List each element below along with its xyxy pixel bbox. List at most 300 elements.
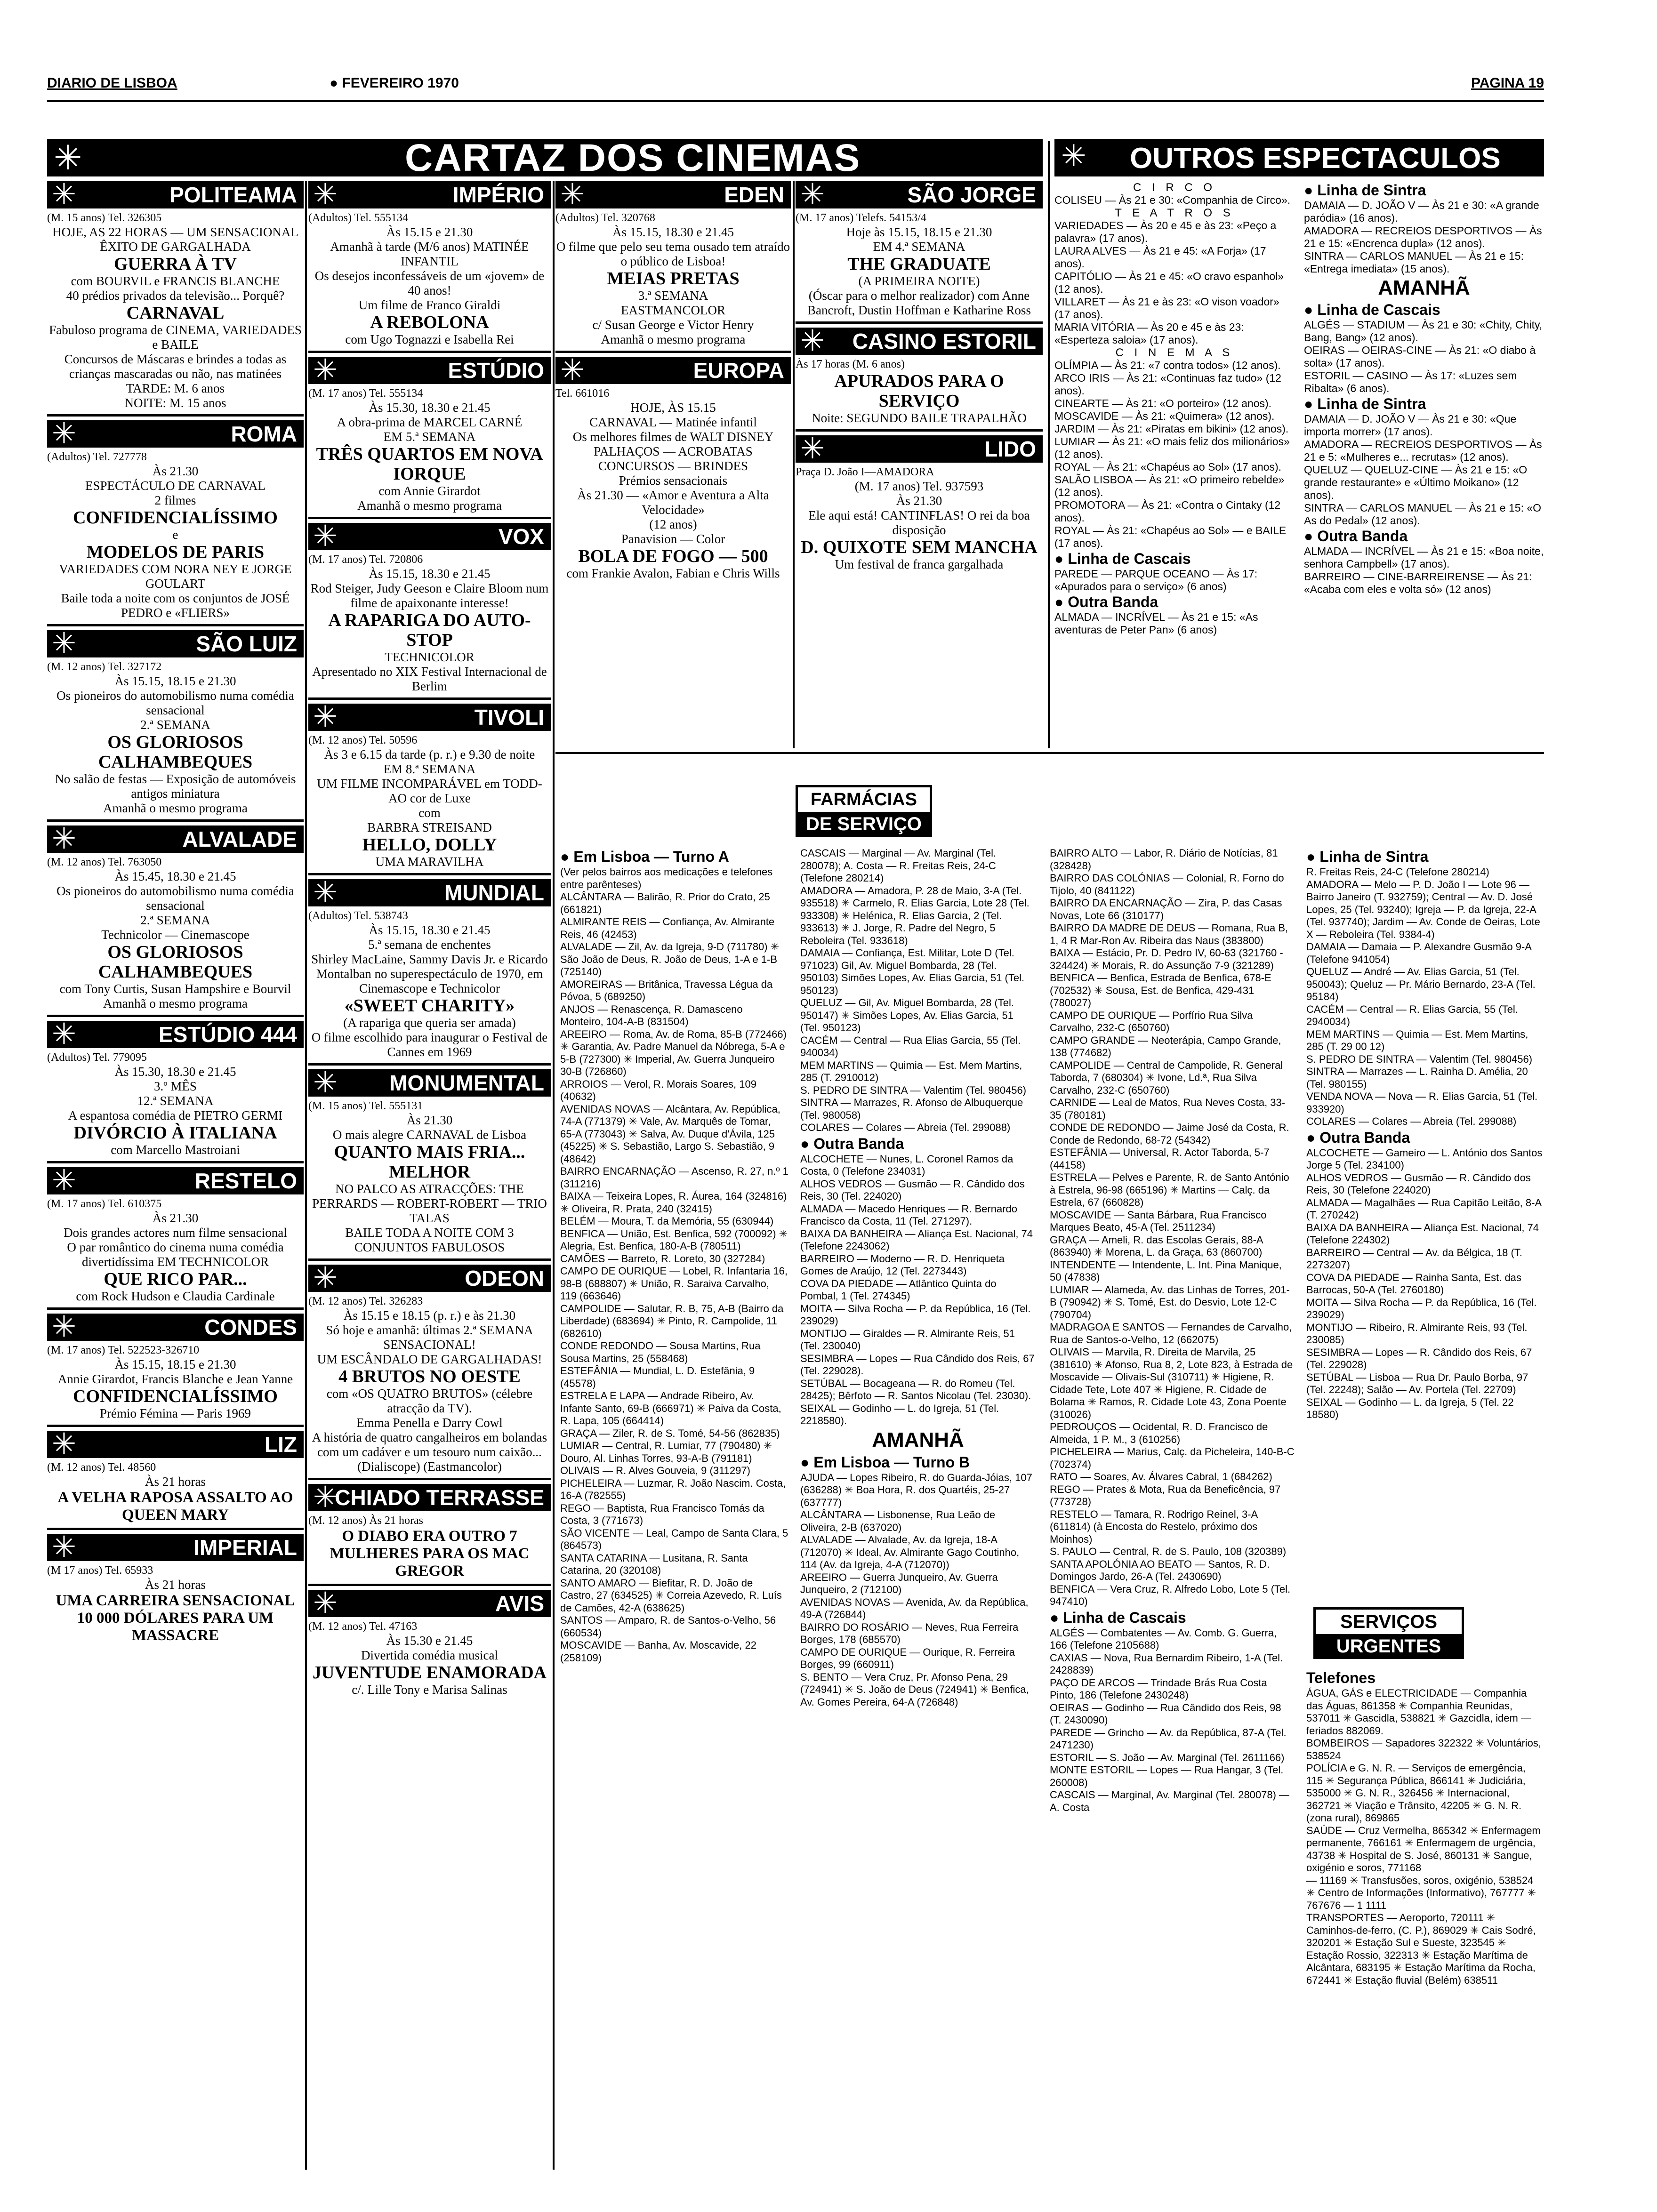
cinema-eden: [555, 181, 791, 353]
cinema-text: Às 21.30 — «Amor e Aventura a Alta Velocidade»: [577, 488, 769, 517]
pharmacy-entry: OEIRAS — Godinho — Rua Cândido dos Reis, 98 (T. 2430090): [1050, 1701, 1281, 1726]
asterisk-icon: ✳: [560, 181, 585, 208]
cinema-column-4: [796, 181, 1043, 579]
pharmacy-entry: BAIXA — Estácio, Pr. D. Pedro IV, 60-63 (321760 - 324424) ✳ Morais, R. do Assunção 7-9 (321289): [1050, 947, 1283, 971]
cinema-text: Emma Penella e Darry Cowl: [356, 1416, 503, 1430]
pharmacy-column-2: [800, 847, 1036, 1708]
cinema-text: O mais alegre CARNAVAL de Lisboa: [332, 1128, 527, 1142]
cinema-name: ESTÚDIO 444: [159, 1022, 297, 1047]
pharmacy-entry: LUMIAR — Alameda, Av. das Linhas de Torres, 201-B (790942) ✳ S. Tomé, Est. do Desvio, Lote 12-C (790704): [1050, 1283, 1290, 1321]
pharmacy-entry: BENFICA — Vera Cruz, R. Alfredo Lobo, Lote 5 (Tel. 947410): [1050, 1583, 1291, 1607]
cinema-name: CONDES: [204, 1315, 297, 1339]
cinema-rating-phone: Praça D. João I—AMADORA: [796, 466, 934, 478]
pharmacy-entry: ALCÂNTARA — Lisbonense, Rua Leão de Oliveira, 2-B (637020): [800, 1509, 996, 1533]
cinema-rating-phone: Às 17 horas (M. 6 anos): [796, 358, 905, 370]
show-listing: C I N E M A S: [1115, 346, 1234, 359]
pharmacy-entry: S. PAULO — Central, R. de S. Paulo, 108 (320389): [1050, 1546, 1287, 1557]
cinema-vox: [308, 523, 551, 700]
cinema-rating-phone: (Adultos) Tel. 538743: [308, 910, 408, 922]
pharmacy-entry: AMOREIRAS — Britânica, Travessa Légua da Póvoa, 5 (689250): [560, 978, 773, 1002]
pharmacy-entry: ALVALADE — Zil, Av. da Igreja, 9-D (711780) ✳ São João de Deus, R. João de Deus, 1-A e 1-B (725140): [560, 941, 780, 978]
cinema-name-bar: [796, 328, 1043, 355]
pharmacy-entry: OLIVAIS — Marvila, R. Direita de Marvila, 25 (381610) ✳ Afonso, Rua 8, 2, Lote 823, à Estrada de Moscavide — Olivais-Sul (310711) ✳ Higiene, R. Cidade Tete, Lote 407 ✳ Higiene, R. Cidade de Bolama ✳ Ramos, R. Cidade Lote 43, Zona Poente (310026): [1050, 1346, 1293, 1420]
cinema-rating-phone: (M. 12 anos) Tel. 50596: [308, 734, 418, 746]
show-listing: QUELUZ — QUELUZ-CINE — Às 21 e 15: «O grande restaurante» e «Último Moikano» (12 anos).: [1304, 464, 1528, 501]
cinema-liz: [47, 1431, 304, 1530]
cinema-name-bar: [308, 704, 551, 731]
cinema-text: NO PALCO AS ATRACÇÕES: THE PERRARDS — ROBERT-ROBERT — TRIO TALAS: [312, 1182, 547, 1225]
pharmacy-entry: ALMADA — Macedo Henriques — R. Bernardo Francisco da Costa, 11 (Tel. 271297).: [800, 1202, 1017, 1227]
cinema-text: Às 21.30: [406, 1113, 453, 1127]
cinema-name-bar: [308, 1590, 551, 1617]
newspaper-name: DIARIO DE LISBOA: [47, 75, 177, 91]
cinema-name: MONUMENTAL: [389, 1071, 544, 1095]
cinema-name-bar: [796, 181, 1043, 208]
cinema-text: c/. Lille Tony e Marisa Salinas: [352, 1683, 507, 1697]
cinema-text: Um festival de franca gargalhada: [835, 557, 1004, 571]
asterisk-icon: ✳: [52, 181, 76, 208]
asterisk-icon: ✳: [800, 181, 825, 208]
pharmacy-entry: MOSCAVIDE — Banha, Av. Moscavide, 22 (258109): [560, 1639, 756, 1664]
phone-entry: ÁGUA, GÁS e ELECTRICIDADE — Companhia das Águas, 861358 ✳ Companhia Reunidas, 537011 ✳ Gascidla, 538821 ✳ Gazcidla, idem — feriados 882069.: [1306, 1687, 1531, 1737]
servicos-subtitle: URGENTES: [1316, 1634, 1462, 1659]
pharmacy-entry: ALHOS VEDROS — Gusmão — R. Cândido dos Reis, 30 (Telefone 224020): [1306, 1171, 1531, 1196]
cinema-name: POLITEAMA: [169, 183, 297, 207]
cinema-text: com Marcello Mastroiani: [111, 1143, 240, 1157]
pharmacy-entry: CACÉM — Central — R. Elias Garcia, 55 (Tel. 2940034): [1306, 1003, 1518, 1027]
film-title: O DIABO ERA OUTRO 7 MULHERES PARA OS MAC GREGOR: [330, 1528, 530, 1579]
cinema-rating-phone: (M. 12 anos) Tel. 763050: [47, 856, 162, 868]
pharmacy-entry: PAREDE — Grincho — Av. da República, 87-A (Tel. 2471230): [1050, 1726, 1287, 1751]
asterisk-icon: ✳: [52, 420, 76, 448]
pharmacy-entry: SESIMBRA — Lopes — Rua Cândido dos Reis, 67 (Tel. 229028).: [800, 1352, 1035, 1377]
cinema-text: Às 21.30: [896, 494, 942, 508]
pharmacy-entry: ANJOS — Renascença, R. Damasceno Monteiro, 104-A-B (831504): [560, 1003, 743, 1027]
cinema-text: com Rock Hudson e Claudia Cardinale: [76, 1289, 275, 1303]
pharmacy-entry: REGO — Prates & Mota, Rua da Beneficência, 97 (773728): [1050, 1483, 1281, 1507]
pharmacy-entry: AJUDA — Lopes Ribeiro, R. do Guarda-Jóias, 107 (636288) ✳ Boa Hora, R. dos Quartéis, 25-27 (637777): [800, 1471, 1032, 1508]
cinema-name: ALVALADE: [182, 827, 297, 851]
cinema-column-1: [47, 181, 304, 1652]
pharmacy-entry: COVA DA PIEDADE — Rainha Santa, Est. das Barrocas, 50-A (Tel. 2760180): [1306, 1271, 1521, 1296]
cinema-text: Às 15.15, 18.30 e 21.45: [369, 923, 491, 937]
pharmacy-entry: BAIXA — Teixeira Lopes, R. Áurea, 164 (324816) ✳ Oliveira, R. Prata, 240 (32415): [560, 1190, 787, 1215]
cinema-text: O filme que pelo seu tema ousado tem atraído o público de Lisboa!: [556, 240, 790, 268]
pharmacy-entry: BELÉM — Moura, T. da Memória, 55 (630944): [560, 1215, 774, 1227]
cinema-rating-phone: (M. 17 anos) Tel. 522523-326710: [47, 1344, 200, 1356]
cinema-text: Às 15.15, 18.15 e 21.30: [114, 1357, 236, 1371]
cinema-text: Amanhã o mesmo programa: [357, 498, 502, 513]
cinema-text: Os pioneiros do automobilismo numa comédia sensacional: [56, 884, 294, 913]
film-title: DIVÓRCIO À ITALIANA: [73, 1123, 277, 1143]
asterisk-icon: ✳: [560, 357, 585, 384]
phone-entry: BOMBEIROS — Sapadores 322322 ✳ Voluntários, 538524: [1306, 1737, 1542, 1762]
cinema-text: Às 21 horas: [145, 1475, 206, 1489]
cinema-rating-phone: Tel. 661016: [555, 387, 610, 400]
pharmacy-entry: MOITA — Silva Rocha — P. da República, 16 (Tel. 239029): [1306, 1296, 1537, 1321]
region-heading: ● Linha de Cascais: [1050, 1609, 1186, 1626]
pharmacy-entry: SÃO VICENTE — Leal, Campo de Santa Clara, 5 (864573): [560, 1527, 788, 1551]
pharmacy-entry: QUELUZ — Gil, Av. Miguel Bombarda, 28 (Tel. 950147) ✳ Simões Lopes, Av. Elias Garcia, 51 (Tel. 950123): [800, 997, 1014, 1034]
cinema-chiado-terrasse: [308, 1484, 551, 1586]
cinema-name: IMPERIAL: [193, 1535, 297, 1560]
cinema-text: Dois grandes actores num filme sensacional: [64, 1226, 287, 1240]
cinema-name-bar: [47, 1021, 304, 1048]
pharmacy-entry: OLIVAIS — R. Alves Gouveia, 9 (311297): [560, 1465, 750, 1476]
cinema-text: (12 anos): [649, 517, 697, 531]
cinema-text: HOJE, ÀS 15.15: [630, 401, 716, 415]
cinema-name-bar: [308, 1484, 551, 1511]
cinema-rating-phone: (M. 17 anos) Tel. 610375: [47, 1198, 162, 1210]
pharmacy-entry: ALHOS VEDROS — Gusmão — R. Cândido dos Reis, 30 (Tel. 224020): [800, 1178, 1025, 1202]
cinema-monumental: [308, 1069, 551, 1261]
cinema-name: VOX: [498, 524, 544, 549]
cinema-name-bar: [308, 523, 551, 550]
film-title: A RAPARIGA DO AUTO-STOP: [328, 610, 531, 650]
cinema-casino-estoril: [796, 328, 1043, 432]
show-listing: ESTORIL — CASINO — Às 17: «Luzes sem Ribalta» (6 anos).: [1304, 369, 1517, 394]
cinema-text: A história de quatro cangalheiros em bolandas com um cadáver e um tesouro num caixão...: [312, 1430, 547, 1459]
pharmacy-entry: RESTELO — Tamara, R. Rodrigo Reinel, 3-A (611814) (à Encosta do Restelo, próximo dos Moinhos): [1050, 1508, 1258, 1545]
outros-right-column: [1304, 181, 1544, 596]
film-title: APURADOS PARA O SERVIÇO: [834, 371, 1004, 411]
pharmacy-entry: AMADORA — Melo — P. D. João I — Lote 96 — Bairro Janeiro (T. 932759); Central — Av. D. José Lopes, 25 (Tel. 93240); Igreja — P. da Igreja, 22-A (Tel. 937740); Jardim — Av. Conde de Oeiras, Lote X — Reboleira (Tel. 9384-4): [1306, 878, 1540, 940]
farmacias-subtitle: DE SERVIÇO: [798, 812, 930, 836]
cinema-text: Baile toda a noite com os conjuntos de JOSÉ PEDRO e «FLIERS»: [61, 591, 290, 620]
pharmacy-entry: CAMPO DE OURIQUE — Lobel, R. Infantaria 16, 98-B (688807) ✳ União, R. Saraiva Carvalho, 119 (663646): [560, 1265, 788, 1302]
pharmacy-entry: BENFICA — União, Est. Benfica, 592 (700092) ✳ Alegria, Est. Benfica, 180-A-B (780511): [560, 1227, 788, 1252]
region-heading: ● Outra Banda: [1054, 593, 1158, 610]
show-listing: VARIEDADES — Às 20 e 45 e às 23: «Peço a palavra» (17 anos).: [1054, 219, 1277, 244]
show-listing: DAMAIA — D. JOÃO V — Às 21 e 30: «A grande paródia» (16 anos).: [1304, 199, 1539, 224]
cinema-text: No salão de festas — Exposição de automóveis antigos miniatura: [55, 772, 296, 801]
pharmacy-column-3: [1050, 847, 1295, 1814]
pharmacy-entry: CARNIDE — Leal de Matos, Rua Neves Costa, 33-35 (780181): [1050, 1097, 1286, 1121]
pharmacy-entry: SINTRA — Marrazes — L. Rainha D. Amélia, 20 (Tel. 980155): [1306, 1066, 1528, 1090]
cinema-rating-phone: (M. 17 anos) Telefs. 54153/4: [796, 212, 926, 224]
cinema-text: UM FILME INCOMPARÁVEL em TODD-AO cor de Luxe: [317, 777, 542, 805]
cinema-text: O par romântico do cinema numa comédia divertidíssima EM TECHNICOLOR: [67, 1240, 284, 1269]
asterisk-icon: ✳: [52, 630, 76, 657]
pharmacy-entry: DAMAIA — Damaia — P. Alexandre Gusmão 9-A (Telefone 941054): [1306, 941, 1531, 965]
film-title: GUERRA À TV: [113, 254, 237, 274]
cinema-text: UMA MARAVILHA: [375, 855, 484, 869]
outros-left-column: [1054, 181, 1295, 636]
pharmacy-entry: ESTEFÂNIA — Mundial, L. D. Estefânia, 9 (45578): [560, 1365, 755, 1389]
cinema-rating-phone: (M. 12 anos) Tel. 48560: [47, 1461, 156, 1474]
cinema-name-bar: [308, 1069, 551, 1097]
cinema-odeon: [308, 1265, 551, 1480]
cinema-text: Annie Girardot, Francis Blanche e Jean Yanne: [57, 1372, 293, 1386]
cinema-text: Amanhã à tarde (M/6 anos) MATINÉE INFANTIL: [330, 240, 529, 268]
pharmacy-entry: SANTOS — Amparo, R. de Santos-o-Velho, 56 (660534): [560, 1614, 776, 1639]
pharmacy-entry: AREEIRO — Roma, Av. de Roma, 85-B (772466) ✳ Garantia, Av. Padre Manuel da Nóbrega, 5-A e 5-B (727300) ✳ Imperial, Av. Guerra Junqueiro 30-B (726860): [560, 1028, 787, 1077]
asterisk-icon: ✳: [313, 181, 338, 208]
film-title: CONFIDENCIALÍSSIMO: [73, 508, 278, 528]
asterisk-icon: ✳: [52, 1534, 76, 1561]
cinema-text: Às 15.15, 18.30 e 21.45: [612, 225, 734, 239]
cinema-text: TECHNICOLOR: [385, 650, 475, 664]
pharmacy-entry: (Ver pelos bairros aos medicações e telefones entre parênteses): [560, 866, 773, 890]
show-listing: CINEARTE — Às 21: «O porteiro» (12 anos).: [1054, 397, 1272, 409]
cinema-name: CHIADO TERRASSE: [335, 1485, 544, 1510]
region-heading: ● Em Lisboa — Turno A: [560, 848, 729, 865]
film-title: QUANTO MAIS FRIA... MELHOR: [334, 1142, 525, 1182]
film-title: TRÊS QUARTOS EM NOVA IORQUE: [316, 444, 543, 484]
column-divider: [793, 181, 795, 748]
page-header: [47, 66, 1544, 99]
pharmacy-entry: REGO — Baptista, Rua Francisco Tomás da Costa, 3 (771673): [560, 1502, 764, 1526]
show-listing: ROYAL — Às 21: «Chapéus ao Sol» — e BAILE (17 anos).: [1054, 524, 1287, 549]
column-divider: [305, 181, 307, 2170]
amanha-heading: AMANHÃ: [1378, 276, 1470, 299]
pharmacy-entry: SESIMBRA — Lopes — R. Cândido dos Reis, 67 (Tel. 229028): [1306, 1346, 1532, 1370]
cinema-name: ROMA: [231, 422, 297, 446]
cinema-text: TARDE: M. 6 anos: [126, 381, 225, 395]
pharmacy-entry: VENDA NOVA — Nova — R. Elias Garcia, 51 (Tel. 933920): [1306, 1090, 1538, 1115]
cinema-roma: [47, 420, 304, 626]
cinema-text: 40 prédios privados da televisão... Porquê?: [66, 289, 285, 303]
show-listing: SALÃO LISBOA — Às 21: «O primeiro rebelde» (12 anos).: [1054, 473, 1285, 498]
region-heading: ● Outra Banda: [1304, 528, 1408, 545]
film-title: D. QUIXOTE SEM MANCHA: [801, 537, 1038, 557]
cinema-text: Hoje às 15.15, 18.15 e 21.30: [846, 225, 992, 239]
outros-banner: [1054, 139, 1544, 176]
pharmacy-entry: CAMPO DE OURIQUE — Porfírio Rua Silva Carvalho, 232-C (650760): [1050, 1009, 1253, 1034]
cinema-name: LIDO: [984, 437, 1036, 461]
asterisk-icon: ✳: [54, 138, 82, 177]
pharmacy-entry: PICHELEIRA — Luzmar, R. João Nascim. Costa, 16-A (782555): [560, 1477, 786, 1501]
cinema-rating-phone: (M. 15 anos) Tel. 326305: [47, 212, 162, 224]
cinema-text: Amanhã o mesmo programa: [601, 332, 746, 346]
pharmacy-entry: CAMPOLIDE — Central de Campolide, R. General Taborda, 7 (680304) ✳ Ivone, Ld.ª, Rua Silva Carvalho, 232-C (650760): [1050, 1059, 1283, 1096]
region-heading: ● Em Lisboa — Turno B: [800, 1453, 970, 1471]
cinema-text: (A PRIMEIRA NOITE): [858, 274, 980, 288]
pharmacy-entry: GRAÇA — Ameli, R. das Escolas Gerais, 88-A (863940) ✳ Morena, L. da Graça, 63 (860700): [1050, 1234, 1263, 1258]
show-listing: CAPITÓLIO — Às 21 e 45: «O cravo espanhol» (12 anos).: [1054, 270, 1284, 295]
show-listing: OEIRAS — OEIRAS-CINE — Às 21: «O diabo à solta» (17 anos).: [1304, 344, 1536, 369]
pharmacy-entry: BARREIRO — Moderno — R. D. Henriqueta Gomes de Araújo, 12 (Tel. 2273443): [800, 1252, 1005, 1277]
asterisk-icon: ✳: [52, 1431, 76, 1458]
pharmacy-entry: SINTRA — Marrazes, R. Afonso de Albuquerque (Tel. 980058): [800, 1097, 1023, 1121]
cinema-text: (Dialiscope) (Eastmancolor): [357, 1459, 502, 1474]
cinema-name: SÃO LUIZ: [196, 632, 297, 656]
pharmacy-entry: S. PEDRO DE SINTRA — Valentim (Tel. 980456): [800, 1084, 1027, 1096]
pharmacy-entry: ALMADA — Magalhães — Rua Capitão Leitão, 8-A (T. 270242): [1306, 1196, 1541, 1221]
show-listing: DAMAIA — D. JOÃO V — Às 21 e 30: «Que importa morrer» (17 anos).: [1304, 413, 1517, 438]
cinema-text: NOITE: M. 15 anos: [124, 396, 226, 410]
cinema-lido: [796, 435, 1043, 576]
cinema-text: (Óscar para o melhor realizador) com Anne Bancroft, Dustin Hoffman e Katharine Ross: [807, 289, 1031, 317]
cinema-tivoli: [308, 704, 551, 875]
cinema-text: com BOURVIL e FRANCIS BLANCHE: [71, 274, 280, 288]
cinema-text: 3.ª SEMANA: [638, 289, 708, 303]
cinema-text: Concursos de Máscaras e brindes a todas as crianças mascaradas ou não, nas matinées: [64, 352, 287, 381]
cinema-alvalade: [47, 825, 304, 1017]
pharmacy-entry: CONDE DE REDONDO — Jaime José da Costa, R. Conde de Redondo, 68-72 (54342): [1050, 1122, 1289, 1146]
cinema-text: UM ESCÂNDALO DE GARGALHADAS!: [317, 1352, 542, 1366]
region-heading: ● Linha de Cascais: [1054, 550, 1191, 567]
cinema-text: Os melhores filmes de WALT DISNEY: [572, 430, 774, 444]
cinema-rating-phone: (Adultos) Tel. 779095: [47, 1051, 147, 1064]
asterisk-icon: ✳: [313, 704, 338, 731]
asterisk-icon: ✳: [52, 1021, 76, 1048]
cinema-text: com: [418, 806, 441, 820]
cinema-imperial: [47, 1534, 304, 1648]
pharmacy-entry: ALCÂNTARA — Balirão, R. Prior do Crato, 25 (661821): [560, 891, 770, 915]
pharmacy-entry: AVENIDAS NOVAS — Alcântara, Av. República, 74-A (771379) ✳ Vale, Av. Marquês de Tomar, 65-A (773043) ✳ Salva, Av. Duque d'Ávila, 125 (45225) ✳ S. Sebastião, Largo S. Sebastião, 9 (48642): [560, 1103, 780, 1165]
film-title: 4 BRUTOS NO OESTE: [338, 1367, 521, 1387]
show-listing: PAREDE — PARQUE OCEANO — Às 17: «Apurados para o serviço» (6 anos): [1054, 568, 1258, 593]
cinema-name-bar: [47, 630, 304, 657]
film-title: «SWEET CHARITY»: [344, 996, 515, 1016]
cinema-text: com Frankie Avalon, Fabian e Chris Wills: [566, 566, 780, 580]
cinema-text: BARBRA STREISAND: [367, 820, 492, 834]
show-listing: SINTRA — CARLOS MANUEL — Às 21 e 15: «Entrega imediata» (15 anos).: [1304, 250, 1524, 275]
pharmacy-entry: BAIRRO DA ENCARNAÇÃO — Zira, P. das Casas Novas, Lote 66 (310177): [1050, 897, 1282, 922]
asterisk-icon: ✳: [313, 1484, 338, 1511]
cinema-name: EUROPA: [693, 358, 784, 383]
show-listing: ALMADA — INCRÍVEL — Às 21 e 15: «Boa noite, senhora Campbell» (17 anos).: [1304, 545, 1544, 570]
cinema-name: AVIS: [495, 1591, 544, 1616]
show-listing: AMADORA — RECREIOS DESPORTIVOS — Às 21 e 5: «Mulheres e... recrutas» (12 anos).: [1304, 438, 1542, 463]
show-listing: C I R C O: [1133, 181, 1216, 194]
cinema-text: 12.ª SEMANA: [137, 1094, 214, 1108]
film-title: A REBOLONA: [370, 313, 489, 332]
header-rule: [47, 100, 1544, 102]
show-listing: MOSCAVIDE — Às 21: «Quimera» (12 anos).: [1054, 410, 1275, 422]
cinema-rating-phone: (M. 12 anos) Tel. 327172: [47, 661, 162, 673]
cinema-name-bar: [796, 435, 1043, 463]
pharmacy-entry: MOSCAVIDE — Santa Bárbara, Rua Francisco Marques Beato, 45-A (Tel. 2511234): [1050, 1209, 1267, 1233]
cinema-text: Às 21.30: [152, 464, 199, 478]
cinema-text: Prémios sensacionais: [619, 473, 728, 488]
cinema-rating-phone: (Adultos) Tel. 555134: [308, 212, 408, 224]
cinema-column-2: [308, 181, 551, 1705]
pharmacy-entry: PICHELEIRA — Marius, Calç. da Picheleira, 140-B-C (702374): [1050, 1446, 1295, 1470]
pharmacy-entry: CONDE REDONDO — Sousa Martins, Rua Sousa Martins, 25 (558468): [560, 1340, 761, 1364]
pharmacy-entry: MEM MARTINS — Quimia — Est. Mem Martins, 285 (T. 2910012): [800, 1059, 1022, 1083]
show-listing: T E A T R O S: [1115, 207, 1234, 219]
cinema-text: Às 21.30: [152, 1211, 199, 1225]
cinema-text: Às 15.30 e 21.45: [386, 1634, 473, 1648]
cinema-text: Só hoje e amanhã: últimas 2.ª SEMANA SENSACIONAL!: [326, 1323, 533, 1352]
asterisk-icon: ✳: [800, 328, 825, 355]
pharmacy-entry: AREEIRO — Guerra Junqueiro, Av. Guerra Junqueiro, 2 (712100): [800, 1571, 998, 1595]
cinema-rating-phone: (M. 17 anos) Tel. 555134: [308, 387, 423, 400]
cinema-text: Às 15.30, 18.30 e 21.45: [369, 401, 491, 415]
cinema-name: RESTELO: [194, 1169, 297, 1193]
farmacias-title: FARMÁCIAS: [811, 790, 917, 809]
cinema-text: Fabuloso programa de CINEMA, VARIEDADES e BAILE: [49, 323, 302, 352]
cinema-avis: [308, 1590, 551, 1701]
region-heading: ● Outra Banda: [1306, 1129, 1410, 1146]
cinema-name: ODEON: [465, 1266, 544, 1290]
servicos-urgentes-heading: [1313, 1607, 1464, 1659]
pharmacy-entry: BAIXA DA BANHEIRA — Aliança Est. Nacional, 74 (Telefone 2243062): [800, 1227, 1033, 1252]
pharmacy-entry: PEDROUÇOS — Ocidental, R. D. Francisco de Almeida, 1 P. M., 3 (610256): [1050, 1421, 1268, 1445]
pharmacy-entry: CAMÕES — Barreto, R. Loreto, 30 (327284): [560, 1252, 765, 1265]
cinema-sao-jorge: [796, 181, 1043, 324]
cinema-name-bar: [47, 1534, 304, 1561]
cinema-name-bar: [47, 1431, 304, 1458]
cinema-name-bar: [47, 181, 304, 208]
cartaz-title: CARTAZ DOS CINEMAS: [405, 136, 861, 179]
show-listing: VILLARET — Às 21 e às 23: «O vison voador» (17 anos).: [1054, 296, 1279, 321]
cinema-text: 5.ª semana de enchentes: [368, 938, 491, 952]
region-heading: ● Linha de Cascais: [1304, 301, 1440, 318]
cinema-rating-phone: (Adultos) Tel. 727778: [47, 451, 147, 463]
cinema-text: EASTMANCOLOR: [620, 303, 725, 317]
film-title: HELLO, DOLLY: [362, 835, 497, 855]
show-listing: AMADORA — RECREIOS DESPORTIVOS — Às 21 e 15: «Encrenca dupla» (12 anos).: [1304, 224, 1542, 249]
pharmacy-entry: SANTA APOLÓNIA AO BEATO — Santos, R. D. Domingos Jardo, 26-A (Tel. 2430690): [1050, 1558, 1270, 1582]
show-listing: JARDIM — Às 21: «Piratas em bikini» (12 anos).: [1054, 423, 1289, 435]
cinema-text: e: [172, 528, 178, 542]
cinema-text: Os desejos inconfessáveis de um «jovem» de 40 anos!: [314, 269, 545, 297]
film-title: OS GLORIOSOS CALHAMBEQUES: [98, 942, 253, 982]
asterisk-icon: ✳: [313, 879, 338, 906]
show-listing: ALMADA — INCRÍVEL — Às 21 e 15: «As aventuras de Peter Pan» (6 anos): [1054, 611, 1258, 636]
pharmacy-entry: LUMIAR — Central, R. Lumiar, 77 (790480) ✳ Douro, Al. Linhas Torres, 93-A-B (791181): [560, 1440, 772, 1464]
cinema-name: ESTÚDIO: [448, 358, 544, 383]
show-listing: PROMOTORA — Às 21: «Contra o Cintaky (12 anos).: [1054, 499, 1281, 524]
cinema-rating-phone: (M 17 anos) Tel. 65933: [47, 1564, 153, 1577]
asterisk-icon: ✳: [313, 1265, 338, 1292]
pharmacy-entry: BARREIRO — Central — Av. da Bélgica, 18 (T. 2273207): [1306, 1246, 1522, 1271]
film-title: JUVENTUDE ENAMORADA: [312, 1663, 547, 1683]
asterisk-icon: ✳: [52, 1314, 76, 1341]
pharmacy-entry: CASCAIS — Marginal — Av. Marginal (Tel. 280078); A. Costa — R. Freitas Reis, 24-C (Telefone 280214): [800, 847, 997, 884]
show-listing: OLÍMPIA — Às 21: «7 contra todos» (12 anos).: [1054, 359, 1281, 371]
region-heading: ● Outra Banda: [800, 1135, 904, 1152]
film-title: OS GLORIOSOS CALHAMBEQUES: [98, 732, 253, 772]
pharmacy-entry: ESTRELA E LAPA — Andrade Ribeiro, Av. Infante Santo, 69-B (666971) ✳ Paiva da Costa, R. Lapa, 105 (664414): [560, 1390, 781, 1427]
asterisk-icon: ✳: [52, 1167, 76, 1194]
telefones-list: [1306, 1668, 1544, 1987]
cinema-text: PALHAÇOS — ACROBATAS CONCURSOS — BRINDES: [594, 444, 753, 473]
outros-title: OUTROS ESPECTACULOS: [1130, 142, 1501, 175]
film-title: QUE RICO PAR...: [104, 1269, 247, 1289]
pharmacy-entry: ESTORIL — S. João — Av. Marginal (Tel. 2611166): [1050, 1751, 1285, 1763]
cinema-text: HOJE, AS 22 HORAS — UM SENSACIONAL ÊXITO DE GARGALHADA: [52, 225, 298, 254]
section-divider: [555, 752, 1544, 754]
pharmacy-entry: S. BENTO — Vera Cruz, Pr. Afonso Pena, 29 (724941) ✳ S. João de Deus (724941) ✳ Benfica, Av. Gomes Pereira, 64-A (726848): [800, 1671, 1029, 1708]
pharmacy-entry: SEIXAL — Godinho — L. do Igreja, 51 (Tel. 2218580).: [800, 1402, 999, 1427]
asterisk-icon: ✳: [52, 825, 76, 853]
pharmacy-entry: PAÇO DE ARCOS — Trindade Brás Rua Costa Pinto, 186 (Telefone 2430248): [1050, 1676, 1267, 1701]
pharmacy-entry: CAMPOLIDE — Salutar, R. B, 75, A-B (Bairro da Liberdade) (683694) ✳ Pinto, R. Campolide, 11 (682610): [560, 1302, 784, 1339]
cinema-name-bar: [555, 181, 791, 208]
cinema-text: Os pioneiros do automobilismo numa comédia sensacional: [56, 689, 294, 717]
cinema-text: (A rapariga que queria ser amada): [343, 1016, 516, 1030]
cinema-sao-luiz: [47, 630, 304, 822]
pharmacy-entry: AVENIDAS NOVAS — Avenida, Av. da República, 49-A (726844): [800, 1596, 1029, 1620]
cinema-name-bar: [47, 420, 304, 448]
cinema-text: EM 5.ª SEMANA: [383, 430, 476, 444]
asterisk-icon: ✳: [313, 1069, 338, 1097]
film-title: MODELOS DE PARIS: [86, 542, 265, 562]
pharmacy-entry: ALGÉS — Combatentes — Av. Comb. G. Guerra, 166 (Telefone 2105688): [1050, 1627, 1277, 1651]
phone-entry: TRANSPORTES — Aeroporto, 720111 ✳ Caminhos-de-ferro, (C. P.), 869029 ✳ Cais Sodré, 320201 ✳ Estação Sul e Sueste, 323545 ✳ Estação Rossio, 322313 ✳ Estação Marítima de Alcântara, 683195 ✳ Estação Marítima da Rocha, 672441 ✳ Estação fluvial (Belém) 638511: [1306, 1912, 1536, 1986]
cinema-name: EDEN: [724, 183, 784, 207]
cinema-name-bar: [47, 1167, 304, 1194]
column-divider: [1048, 141, 1050, 748]
cinema-text: Às 3 e 6.15 da tarde (p. r.) e 9.30 de noite: [324, 747, 535, 761]
cinema-text: Panavision — Color: [621, 532, 725, 546]
cinema-text: Um filme de Franco Giraldi: [358, 298, 501, 312]
pharmacy-entry: DAMAIA — Confiança, Est. Militar, Lote D (Tel. 971023) Gil, Av. Miguel Bombarda, 28 (Tel. 950103) Simões Lopes, Av. Elias Garcia, 51 (Tel. 950123): [800, 947, 1025, 996]
